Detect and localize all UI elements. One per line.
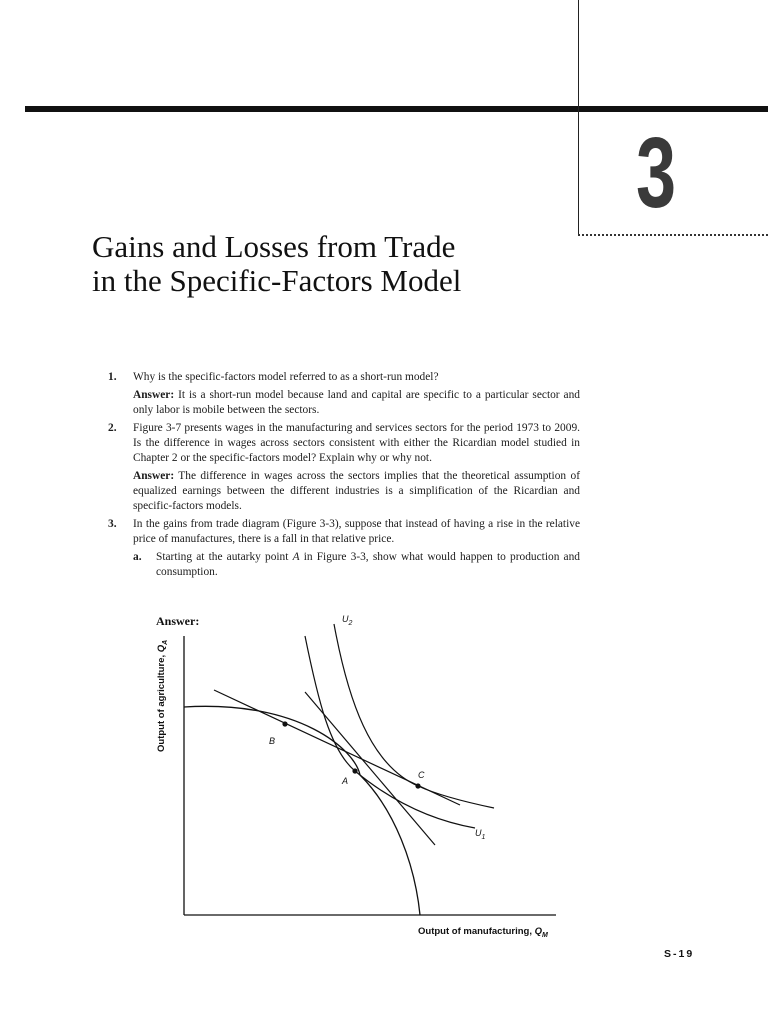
answer-text: The difference in wages across the sectors implies that the theoretical assumption of equalized earnings between the different industries is a simplification of the Ricardian and specific-factors models.: [133, 470, 580, 512]
question-number: 3.: [108, 518, 117, 530]
x-axis-label: Output of manufacturing, $Q_M$: [418, 926, 548, 939]
subquestion-text-after: in Figure 3-3, show what would happen to production and consumption.: [156, 551, 580, 578]
answer-text: It is a short-run model because land and capital are specific to a particular sector and only labor is mobile between the sectors.: [133, 389, 580, 416]
indifference-curve-u1: [305, 636, 475, 828]
point-b-label: B: [269, 736, 276, 746]
chapter-title-line-2: in the Specific-Factors Model: [92, 263, 462, 298]
subquestion-text-before: Starting at the autarky point: [156, 551, 293, 563]
subquestion-number: a.: [133, 551, 142, 563]
figure-answer-label: Answer:: [156, 614, 200, 628]
u1-label: $U_1$: [475, 828, 486, 841]
question-text: Figure 3-7 presents wages in the manufacturing and services sectors for the period 1973 to 2009. Is the difference in wages across sectors consistent with either the Ricardian model studied in Chapter 2 or the specific-factors model? Explain why or why not.: [133, 422, 580, 464]
point-c-label: C: [418, 770, 425, 780]
chapter-title-line-1: Gains and Losses from Trade: [92, 229, 456, 264]
ppf-curve: [184, 706, 420, 915]
answer-label: Answer:: [133, 470, 175, 482]
y-axis-label: Output of agriculture, $Q_A$: [156, 639, 169, 752]
question-text: In the gains from trade diagram (Figure 3-3), suppose that instead of having a rise in the relative price of manufactures, there is a fall in that relative price.: [133, 518, 580, 545]
u2-label: $U_2$: [342, 614, 353, 627]
chapter-number: 3: [636, 117, 677, 229]
subquestion-point: A: [292, 551, 300, 563]
point-b-marker: [282, 721, 287, 726]
answer-label: Answer:: [133, 389, 175, 401]
question-number: 1.: [108, 371, 117, 383]
point-a-marker: [352, 768, 357, 773]
question-text: Why is the specific-factors model referred to as a short-run model?: [133, 371, 439, 383]
point-c-marker: [415, 783, 420, 788]
question-number: 2.: [108, 422, 117, 434]
page-number: S-19: [664, 948, 695, 960]
indifference-curve-u2: [334, 624, 494, 808]
point-a-label: A: [342, 776, 349, 786]
